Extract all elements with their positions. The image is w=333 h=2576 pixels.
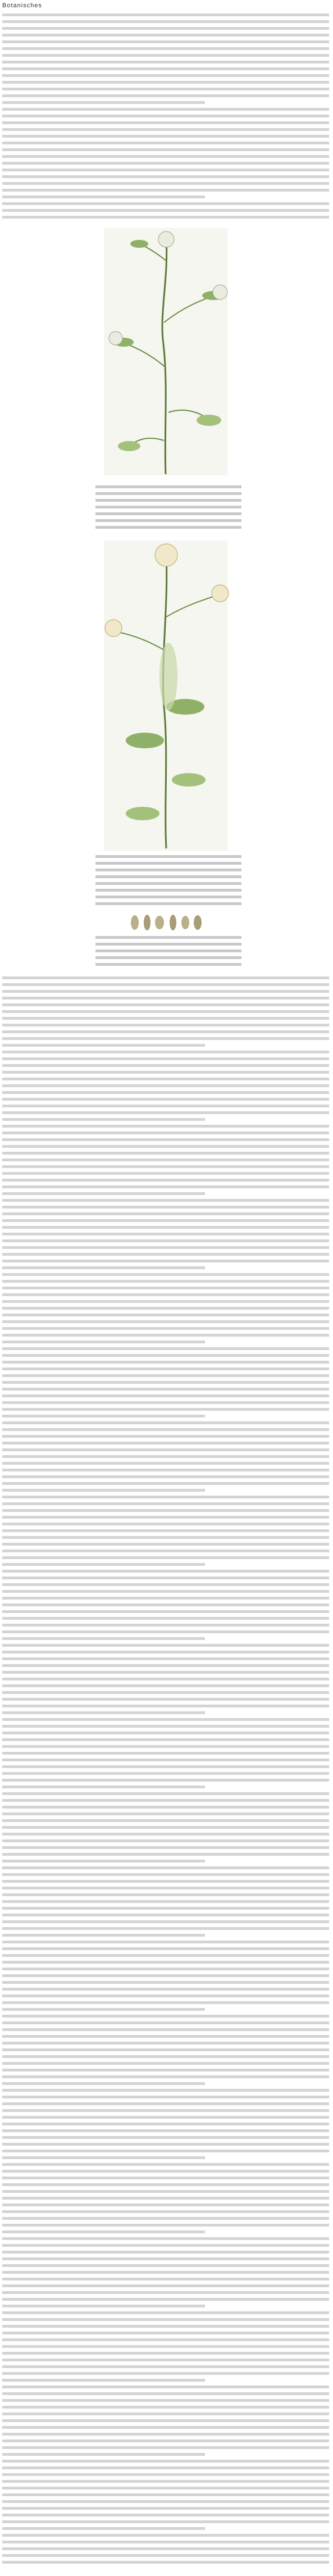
unreadable-text-line [2, 2513, 329, 2518]
unreadable-text-line [2, 2121, 329, 2127]
unreadable-text-line [2, 188, 329, 193]
unreadable-text-line [2, 2499, 329, 2504]
unreadable-text-line [2, 1070, 329, 1075]
unreadable-text-line [2, 1946, 329, 1951]
unreadable-text-line [2, 1097, 329, 1102]
unreadable-text-line [2, 208, 329, 213]
unreadable-text-line [2, 1353, 329, 1358]
unreadable-text-line [2, 140, 329, 146]
unreadable-text-line [2, 127, 329, 132]
unreadable-text-line [2, 989, 329, 994]
unreadable-text-line [2, 1124, 329, 1129]
unreadable-text-line [2, 1575, 329, 1580]
unreadable-text-line [2, 2229, 205, 2234]
unreadable-text-line [2, 161, 329, 166]
unreadable-text-line [2, 1501, 329, 1506]
unreadable-text-line [2, 1488, 205, 1493]
unreadable-text-line [2, 1292, 329, 1297]
unreadable-text-line [2, 1764, 329, 1769]
unreadable-text-line [95, 901, 241, 906]
unreadable-text-line [2, 26, 329, 31]
unreadable-text-line [2, 1393, 329, 1398]
unreadable-text-line [2, 1076, 329, 1082]
unreadable-text-line [2, 2108, 329, 2113]
unreadable-text-line [2, 1825, 329, 1830]
unreadable-text-line [2, 1555, 329, 1560]
unreadable-text-line [2, 2270, 329, 2275]
unreadable-text-line [2, 2553, 329, 2558]
unreadable-text-line [2, 1333, 329, 1338]
unreadable-text-line [2, 1414, 205, 1419]
unreadable-text-line [2, 1285, 329, 1291]
unreadable-text-line [2, 147, 329, 152]
unreadable-text-line [2, 1589, 329, 1594]
unreadable-text-line [2, 1811, 329, 1816]
unreadable-text-line [2, 1663, 329, 1668]
unreadable-text-line [2, 2330, 329, 2336]
unreadable-text-line [2, 2533, 329, 2538]
unreadable-text-line [2, 1737, 329, 1742]
unreadable-text-line [2, 12, 329, 17]
unreadable-text-line [2, 1987, 329, 1992]
unreadable-text-line [2, 2054, 329, 2059]
unreadable-text-line [2, 1805, 329, 1810]
unreadable-text-line [2, 1016, 329, 1021]
unreadable-text-line [2, 2256, 329, 2261]
unreadable-text-line [2, 2162, 329, 2167]
unreadable-text-line [2, 1521, 329, 1526]
unreadable-text-line [2, 2411, 329, 2416]
unreadable-text-line [2, 1427, 329, 1432]
unreadable-text-line [95, 867, 241, 872]
unreadable-text-line [2, 2357, 329, 2363]
unreadable-text-line [2, 2101, 329, 2106]
unreadable-text-line [2, 113, 329, 119]
unreadable-text-line [2, 1137, 329, 1142]
unreadable-text-line [2, 1724, 329, 1729]
unreadable-text-line [2, 2425, 329, 2430]
unreadable-text-line [2, 982, 329, 987]
unreadable-text-line [2, 1299, 329, 1304]
unreadable-text-line [2, 1103, 329, 1108]
unreadable-text-line [2, 1494, 329, 1500]
unreadable-text-line [2, 2202, 329, 2207]
unreadable-text-line [2, 1865, 329, 1870]
unreadable-text-line [2, 2378, 205, 2383]
unreadable-text-line [2, 2243, 329, 2248]
unreadable-text-line [2, 2041, 329, 2046]
unreadable-text-line [2, 2445, 329, 2450]
unreadable-text-line [2, 1191, 205, 1196]
unreadable-text-line [2, 1117, 205, 1122]
unreadable-text-line [2, 1791, 329, 1796]
unreadable-text-line [2, 1548, 329, 1553]
unreadable-text-line [2, 1144, 329, 1149]
unreadable-text-line [2, 1400, 329, 1405]
unreadable-text-line [2, 1697, 329, 1702]
unreadable-text-line [2, 2519, 329, 2524]
unreadable-text-line [2, 1326, 329, 1331]
fruits-illustration [0, 911, 333, 934]
unreadable-text-line [2, 1090, 329, 1095]
unreadable-text-line [2, 2418, 329, 2423]
unreadable-text-line [2, 1879, 329, 1884]
section-heading: Botanisches [2, 2, 42, 9]
unreadable-text-line [2, 1468, 329, 1473]
unreadable-text-line [2, 1569, 329, 1574]
unreadable-text-line [2, 1710, 205, 1715]
unreadable-text-line [2, 2148, 329, 2154]
unreadable-text-line [2, 1542, 329, 1547]
unreadable-text-line [2, 1279, 329, 1284]
unreadable-text-line [2, 1232, 329, 1237]
unreadable-text-line [95, 484, 241, 489]
unreadable-text-line [2, 1993, 329, 1998]
unreadable-text-line [2, 2027, 329, 2032]
unreadable-text-line [2, 1629, 329, 1634]
unreadable-text-line [2, 1002, 329, 1007]
unreadable-text-line [2, 2020, 329, 2025]
unreadable-text-line [2, 1508, 329, 1513]
unreadable-text-line [2, 2155, 205, 2160]
unreadable-text-line [2, 80, 329, 85]
unreadable-text-line [2, 2560, 329, 2565]
unreadable-text-line [2, 2391, 329, 2396]
plant-illustration [0, 227, 333, 481]
unreadable-text-line [2, 2526, 205, 2531]
unreadable-text-line [2, 2169, 329, 2174]
unreadable-text-line [2, 1771, 329, 1776]
unreadable-text-line [2, 2398, 329, 2403]
unreadable-text-line [2, 2465, 329, 2470]
unreadable-text-line [2, 2074, 329, 2079]
body-text-block [2, 975, 329, 2571]
unreadable-text-line [2, 1198, 329, 1203]
unreadable-text-line [2, 1245, 329, 1250]
unreadable-text-line [2, 1650, 329, 1655]
unreadable-text-line [2, 33, 329, 38]
unreadable-text-line [2, 120, 329, 125]
unreadable-text-line [2, 1312, 329, 1317]
unreadable-text-line [2, 2068, 329, 2073]
unreadable-text-line [2, 1892, 329, 1897]
unreadable-text-line [2, 1474, 329, 1479]
unreadable-text-line [2, 167, 329, 172]
unreadable-text-line [2, 2290, 329, 2295]
unreadable-text-line [2, 1029, 329, 1034]
unreadable-text-line [2, 1596, 329, 1601]
unreadable-text-line [2, 1252, 329, 1257]
unreadable-text-line [2, 87, 329, 92]
unreadable-text-line [2, 2452, 205, 2457]
unreadable-text-line [2, 2189, 329, 2194]
unreadable-text-line [2, 996, 329, 1001]
unreadable-text-line [2, 1157, 329, 1162]
unreadable-text-line [2, 1757, 329, 1762]
unreadable-text-line [2, 1238, 329, 1243]
unreadable-text-line [2, 1939, 329, 1945]
unreadable-text-line [2, 2128, 329, 2133]
unreadable-text-line [2, 2182, 329, 2187]
unreadable-text-line [2, 1407, 329, 1412]
unreadable-text-line [2, 1380, 329, 1385]
unreadable-text-line [2, 100, 205, 105]
unreadable-text-line [2, 1447, 329, 1452]
unreadable-text-line [2, 2175, 329, 2180]
unreadable-text-line [2, 1481, 329, 1486]
unreadable-text-line [2, 1225, 329, 1230]
unreadable-text-line [2, 1906, 329, 1911]
unreadable-text-line [2, 2223, 329, 2228]
unreadable-text-line [2, 1609, 329, 1614]
unreadable-text-line [2, 2317, 329, 2322]
unreadable-text-line [95, 505, 241, 509]
unreadable-text-line [2, 1211, 329, 1216]
unreadable-text-line [2, 1845, 329, 1850]
unreadable-text-line [2, 1703, 329, 1709]
unreadable-text-line [95, 874, 241, 879]
unreadable-text-line [2, 1872, 329, 1877]
unreadable-text-line [2, 2371, 329, 2376]
unreadable-text-line [2, 1130, 329, 1135]
unreadable-text-line [2, 1319, 329, 1324]
unreadable-text-line [2, 66, 329, 71]
unreadable-text-line [2, 1859, 205, 1864]
unreadable-text-line [2, 1966, 329, 1971]
unreadable-text-line [2, 174, 329, 179]
unreadable-text-line [2, 73, 329, 78]
unreadable-text-line [2, 1717, 329, 1722]
unreadable-text-line [2, 1616, 329, 1621]
unreadable-text-line [95, 498, 241, 502]
unreadable-text-line [2, 1656, 329, 1661]
unreadable-text-line [2, 2034, 329, 2039]
unreadable-text-line [2, 107, 329, 112]
unreadable-text-line [2, 1643, 329, 1648]
unreadable-text-line [2, 1912, 329, 1918]
unreadable-text-line [2, 2236, 329, 2241]
unreadable-text-line [2, 2310, 329, 2315]
unreadable-text-line [2, 1838, 329, 1843]
unreadable-text-line [2, 1973, 329, 1978]
unreadable-text-line [2, 134, 329, 139]
unreadable-text-line [2, 2007, 205, 2012]
unreadable-text-line [95, 894, 241, 899]
unreadable-text-line [2, 1535, 329, 1540]
unreadable-text-line [2, 1366, 329, 1371]
unreadable-text-line [2, 1218, 329, 1223]
unreadable-text-line [2, 1265, 205, 1270]
ungiftige-doldengewaechse-plate [0, 538, 333, 853]
unreadable-text-line [95, 518, 241, 523]
unreadable-text-line [2, 1063, 329, 1068]
fruits-row [0, 911, 333, 934]
unreadable-text-line [2, 1420, 329, 1425]
unreadable-text-line [2, 1852, 329, 1857]
unreadable-text-line [2, 975, 329, 980]
unreadable-text-line [2, 1454, 329, 1459]
unreadable-text-line [2, 2216, 329, 2221]
unreadable-text-line [2, 1110, 329, 1115]
unreadable-text-line [2, 1899, 329, 1904]
unreadable-text-line [2, 93, 329, 98]
unreadable-text-line [2, 2283, 329, 2288]
unreadable-text-line [2, 2472, 329, 2477]
unreadable-text-line [2, 1050, 329, 1055]
unreadable-text-line [2, 2324, 329, 2329]
unreadable-text-line [2, 1306, 329, 1311]
unreadable-text-line [2, 2539, 329, 2545]
unreadable-text-line [2, 2337, 329, 2342]
unreadable-text-line [2, 53, 329, 58]
unreadable-text-line [2, 1151, 329, 1156]
unreadable-text-line [95, 942, 241, 946]
unreadable-text-line [2, 2000, 329, 2005]
unreadable-text-line [2, 1373, 329, 1378]
unreadable-text-line [2, 1623, 329, 1628]
body-text-block [2, 12, 329, 224]
unreadable-text-line [2, 2344, 329, 2349]
unreadable-text-line [95, 854, 241, 858]
unreadable-text-line [2, 1582, 329, 1587]
unreadable-text-line [2, 46, 329, 51]
unreadable-text-line [2, 2142, 329, 2147]
unreadable-text-line [2, 2135, 329, 2140]
unreadable-text-line [2, 60, 329, 65]
unreadable-text-line [2, 1933, 205, 1938]
figure-caption [95, 854, 241, 912]
unreadable-text-line [2, 2115, 329, 2120]
unreadable-text-line [95, 491, 241, 496]
unreadable-text-line [2, 1778, 329, 1783]
unreadable-text-line [2, 1730, 329, 1735]
unreadable-text-line [95, 948, 241, 953]
unreadable-text-line [2, 1562, 205, 1567]
unreadable-text-line [2, 1670, 329, 1675]
unreadable-text-line [2, 2081, 205, 2086]
unreadable-text-line [2, 2351, 329, 2356]
unreadable-text-line [95, 962, 241, 966]
unreadable-text-line [95, 511, 241, 516]
unreadable-text-line [2, 1164, 329, 1169]
unreadable-text-line [2, 2209, 329, 2214]
unreadable-text-line [2, 2297, 329, 2302]
unreadable-text-line [2, 2546, 329, 2551]
unreadable-text-line [2, 2459, 329, 2464]
unreadable-text-line [2, 201, 329, 206]
unreadable-text-line [2, 1461, 329, 1466]
unreadable-text-line [2, 2405, 329, 2410]
unreadable-text-line [2, 1272, 329, 1277]
unreadable-text-line [2, 1083, 329, 1088]
unreadable-text-line [2, 1926, 329, 1931]
unreadable-text-line [2, 2364, 329, 2369]
unreadable-text-line [2, 1360, 329, 1365]
unreadable-text-line [95, 861, 241, 865]
unreadable-text-line [95, 935, 241, 939]
unreadable-text-line [2, 1178, 329, 1183]
unreadable-text-line [2, 1919, 329, 1924]
unreadable-text-line [2, 1184, 329, 1189]
unreadable-text-line [2, 2277, 329, 2282]
unreadable-text-line [2, 19, 329, 24]
unreadable-text-line [2, 1009, 329, 1014]
unreadable-text-line [2, 181, 329, 186]
unreadable-text-line [2, 2304, 205, 2309]
plant-illustration [0, 538, 333, 853]
unreadable-text-line [2, 2047, 329, 2052]
unreadable-text-line [2, 1886, 329, 1891]
unreadable-text-line [2, 2486, 329, 2491]
unreadable-text-line [2, 2263, 329, 2268]
unreadable-text-line [2, 1636, 205, 1641]
giftige-doldengewaechse-plate [0, 227, 333, 481]
unreadable-text-line [2, 1784, 205, 1789]
unreadable-text-line [95, 525, 241, 529]
unreadable-text-line [2, 1441, 329, 1446]
unreadable-text-line [2, 1832, 329, 1837]
unreadable-text-line [2, 2095, 329, 2100]
unreadable-text-line [2, 154, 329, 159]
fruits-legend [95, 935, 241, 971]
unreadable-text-line [2, 1980, 329, 1985]
unreadable-text-line [2, 2479, 329, 2484]
unreadable-text-line [2, 1515, 329, 1520]
unreadable-text-line [2, 2384, 329, 2389]
unreadable-text-line [2, 1043, 205, 1048]
unreadable-text-line [2, 1683, 329, 1688]
unreadable-text-line [2, 1259, 329, 1264]
unreadable-text-line [2, 2088, 329, 2093]
unreadable-text-line [2, 2014, 329, 2019]
unreadable-text-line [95, 888, 241, 892]
unreadable-text-line [2, 1744, 329, 1749]
unreadable-text-line [2, 2492, 329, 2497]
unreadable-text-line [2, 1036, 329, 1041]
unreadable-text-line [2, 1751, 329, 1756]
unreadable-text-line [95, 955, 241, 960]
unreadable-text-line [2, 215, 329, 220]
unreadable-text-line [95, 881, 241, 885]
unreadable-text-line [2, 1690, 329, 1695]
unreadable-text-line [2, 2438, 329, 2443]
unreadable-text-line [2, 1602, 329, 1607]
unreadable-text-line [2, 2196, 329, 2201]
unreadable-text-line [2, 39, 329, 44]
unreadable-text-line [2, 1056, 329, 1061]
unreadable-text-line [2, 2250, 329, 2255]
unreadable-text-line [2, 1346, 329, 1351]
unreadable-text-line [2, 194, 205, 199]
unreadable-text-line [2, 2506, 329, 2511]
unreadable-text-line [2, 1339, 205, 1344]
unreadable-text-line [2, 1205, 329, 1210]
unreadable-text-line [2, 1023, 329, 1028]
unreadable-text-line [2, 1677, 329, 1682]
unreadable-text-line [2, 1528, 329, 1533]
figure-caption [95, 484, 241, 535]
unreadable-text-line [2, 1171, 329, 1176]
unreadable-text-line [2, 1960, 329, 1965]
unreadable-text-line [2, 1434, 329, 1439]
unreadable-text-line [2, 1818, 329, 1823]
unreadable-text-line [2, 1953, 329, 1958]
unreadable-text-line [2, 2432, 329, 2437]
unreadable-text-line [2, 1387, 329, 1392]
unreadable-text-line [2, 2061, 329, 2066]
unreadable-text-line [2, 1798, 329, 1803]
